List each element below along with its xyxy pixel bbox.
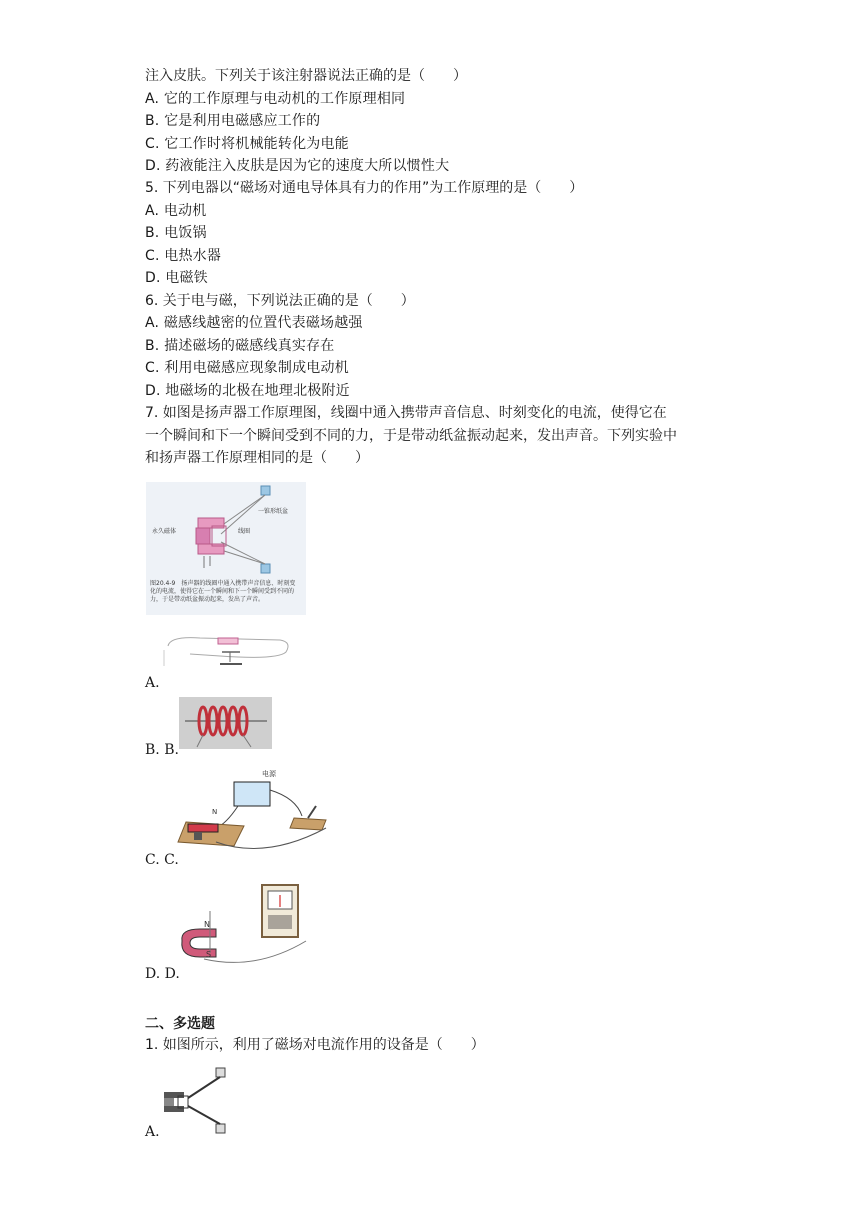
q6-option-a: A. 磁感线越密的位置代表磁场越强: [145, 315, 363, 331]
section-2-question-1: 1. 如图所示，利用了磁场对电流作用的设备是（ ）: [145, 1037, 485, 1053]
q4-option-c: C. 它工作时将机械能转化为电能: [145, 136, 349, 152]
question-5-stem: 5. 下列电器以“磁场对通电导体具有力的作用”为工作原理的是（ ）: [145, 180, 584, 196]
q7-option-d-label: D. D.: [145, 966, 180, 982]
q4-option-d: D. 药液能注入皮肤是因为它的速度大所以惯性大: [145, 158, 450, 174]
figure-c-power-label: 电源: [262, 770, 276, 778]
question-4-stem-tail: 注入皮肤。下列关于该注射器说法正确的是（ ）: [145, 68, 467, 84]
section-2-heading: 二、多选题: [145, 1016, 215, 1032]
q7-option-a-label: A.: [145, 675, 160, 691]
q6-option-b: B. 描述磁场的磁感线真实存在: [145, 338, 335, 354]
speaker-caption: 图20.4-9 扬声器的线圈中通入携带声音信息、时刻变化的电流，使得它在一个瞬间和下一个瞬间受到不同的力，于是带动纸盆振动起来，发出了声音。: [150, 580, 296, 603]
figure-option-d: [176, 881, 321, 967]
figure-option-c: [176, 768, 336, 856]
q5-option-d: D. 电磁铁: [145, 270, 208, 286]
question-6-stem: 6. 关于电与磁，下列说法正确的是（ ）: [145, 293, 415, 309]
figure-option-b: [179, 697, 272, 749]
figure-d-s-label: S: [206, 950, 212, 959]
figure-q1-option-a: [160, 1066, 228, 1136]
q1-option-a-label: A.: [145, 1124, 160, 1140]
q4-option-a: A. 它的工作原理与电动机的工作原理相同: [145, 91, 406, 107]
q6-option-d: D. 地磁场的北极在地理北极附近: [145, 383, 350, 399]
speaker-label-magnet: 永久磁体: [152, 528, 177, 535]
q5-option-c: C. 电热水器: [145, 248, 222, 264]
q5-option-b: B. 电饭锅: [145, 225, 207, 241]
q6-option-c: C. 利用电磁感应现象制成电动机: [145, 360, 349, 376]
speaker-diagram: [146, 482, 306, 615]
question-7-stem-2: 一个瞬间和下一个瞬间受到不同的力，于是带动纸盆振动起来，发出声音。下列实验中: [145, 428, 677, 444]
q5-option-a: A. 电动机: [145, 203, 207, 219]
question-7-stem-1: 7. 如图是扬声器工作原理图，线圈中通入携带声音信息、时刻变化的电流，使得它在: [145, 405, 667, 421]
q7-option-c-label: C. C.: [145, 852, 179, 868]
q7-option-b-label: B. B.: [145, 742, 179, 758]
speaker-label-cone: 一锥形纸盆: [258, 508, 289, 515]
figure-option-a: [160, 628, 295, 670]
question-7-stem-3: 和扬声器工作原理相同的是（ ）: [145, 450, 369, 466]
figure-c-n-label: N: [212, 808, 218, 816]
q4-option-b: B. 它是利用电磁感应工作的: [145, 113, 321, 129]
figure-d-n-label: N: [204, 920, 210, 929]
speaker-label-coil: 线圈: [238, 528, 251, 535]
